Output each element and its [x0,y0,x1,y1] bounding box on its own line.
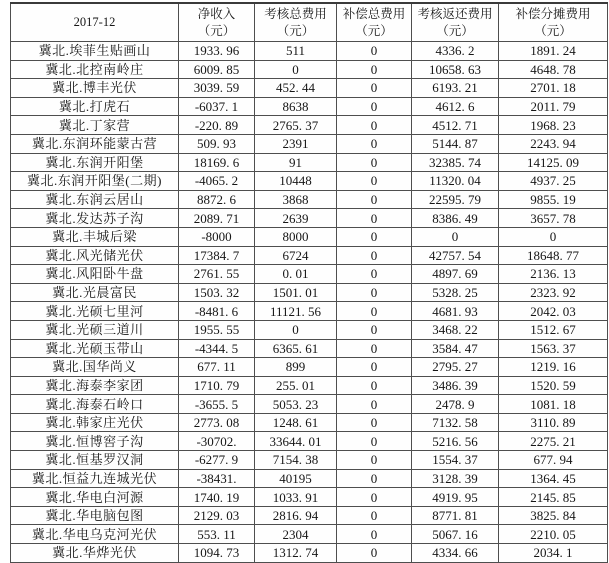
compensation-apportion-cell: 2145. 85 [499,488,608,507]
table-row [11,283,608,302]
compensation-total-cell: 0 [337,544,412,563]
station-name-cell: 冀北.光硕七里河 [11,302,179,321]
assessment-total-cell: 6724 [255,246,337,265]
compensation-apportion-cell: 677. 94 [499,451,608,470]
station-name-cell: 冀北.海泰石岭口 [11,395,179,414]
compensation-total-cell: 0 [337,451,412,470]
net-income-cell: 2773. 08 [179,413,255,432]
table-row [11,302,608,321]
assessment-refund-cell: 3128. 39 [412,469,499,488]
assessment-refund-cell: 4612. 6 [412,97,499,116]
net-income-cell: 553. 11 [179,525,255,544]
table-row [11,97,608,116]
settlement-table [10,2,608,563]
compensation-total-cell: 0 [337,283,412,302]
compensation-apportion-cell: 2136. 13 [499,265,608,284]
station-name-cell: 冀北.韩家庄光伏 [11,413,179,432]
table-row [11,413,608,432]
assessment-total-cell: 3868 [255,190,337,209]
column-label: 考核返还费用 [417,7,493,22]
net-income-cell: 1503. 32 [179,283,255,302]
net-income-cell: -30702. [179,432,255,451]
assessment-total-cell: 10448 [255,172,337,191]
assessment-refund-cell: 4336. 2 [412,42,499,61]
report-page [10,2,607,563]
column-header-assessment-total [255,3,337,42]
assessment-refund-cell: 8386. 49 [412,209,499,228]
table-row [11,227,608,246]
assessment-total-cell: 2304 [255,525,337,544]
net-income-cell: 8872. 6 [179,190,255,209]
net-income-cell: -8000 [179,227,255,246]
table-row [11,488,608,507]
assessment-refund-cell: 10658. 63 [412,60,499,79]
net-income-cell: -6277. 9 [179,451,255,470]
compensation-total-cell: 0 [337,60,412,79]
assessment-refund-cell: 3486. 39 [412,376,499,395]
compensation-total-cell: 0 [337,339,412,358]
column-label: 考核总费用 [264,7,327,22]
assessment-total-cell: 2391 [255,134,337,153]
net-income-cell: -4344. 5 [179,339,255,358]
assessment-refund-cell: 3468. 22 [412,320,499,339]
station-name-cell: 冀北.光硕玉带山 [11,339,179,358]
assessment-total-cell: 899 [255,358,337,377]
table-row [11,265,608,284]
table-row [11,153,608,172]
compensation-apportion-cell: 4648. 78 [499,60,608,79]
assessment-total-cell: 91 [255,153,337,172]
compensation-apportion-cell: 2042. 03 [499,302,608,321]
net-income-cell: -6037. 1 [179,97,255,116]
table-row [11,358,608,377]
column-header-compensation-apportion [499,3,608,42]
table-row [11,544,608,563]
compensation-total-cell: 0 [337,172,412,191]
column-unit: （元） [197,23,236,38]
table-row [11,172,608,191]
compensation-total-cell: 0 [337,413,412,432]
table-row [11,395,608,414]
compensation-total-cell: 0 [337,320,412,339]
assessment-total-cell: 7154. 38 [255,451,337,470]
net-income-cell: 1955. 55 [179,320,255,339]
station-name-cell: 冀北.光硕三道川 [11,320,179,339]
net-income-cell: -4065. 2 [179,172,255,191]
compensation-total-cell: 0 [337,227,412,246]
compensation-apportion-cell: 1968. 23 [499,116,608,135]
compensation-apportion-cell: 2011. 79 [499,97,608,116]
station-name-cell: 冀北.恒益九连城光伏 [11,469,179,488]
assessment-total-cell: 255. 01 [255,376,337,395]
compensation-total-cell: 0 [337,376,412,395]
assessment-total-cell: 5053. 23 [255,395,337,414]
table-row [11,42,608,61]
net-income-cell: 2129. 03 [179,506,255,525]
column-label: 补偿总费用 [342,7,406,22]
table-row [11,469,608,488]
assessment-total-cell: 0 [255,60,337,79]
column-label: 净收入 [197,7,236,22]
station-name-cell: 冀北.华电脑包图 [11,506,179,525]
assessment-refund-cell: 22595. 79 [412,190,499,209]
station-name-cell: 冀北.打虎石 [11,97,179,116]
assessment-refund-cell: 4334. 66 [412,544,499,563]
compensation-total-cell: 0 [337,97,412,116]
compensation-apportion-cell: 9855. 19 [499,190,608,209]
compensation-apportion-cell: 1891. 24 [499,42,608,61]
compensation-apportion-cell: 2210. 05 [499,525,608,544]
compensation-total-cell: 0 [337,134,412,153]
assessment-total-cell: 40195 [255,469,337,488]
station-name-cell: 冀北.恒博窖子沟 [11,432,179,451]
net-income-cell: 1094. 73 [179,544,255,563]
column-unit: （元） [355,23,393,38]
assessment-total-cell: 1501. 01 [255,283,337,302]
assessment-refund-cell: 6193. 21 [412,79,499,98]
net-income-cell: -220. 89 [179,116,255,135]
column-unit: （元） [276,23,315,38]
assessment-refund-cell: 5144. 87 [412,134,499,153]
compensation-total-cell: 0 [337,79,412,98]
assessment-refund-cell: 8771. 81 [412,506,499,525]
assessment-total-cell: 511 [255,42,337,61]
assessment-refund-cell: 4919. 95 [412,488,499,507]
header-row [11,3,608,42]
column-header-assessment-refund [412,3,499,42]
compensation-apportion-cell: 1520. 59 [499,376,608,395]
compensation-total-cell: 0 [337,209,412,228]
assessment-refund-cell: 1554. 37 [412,451,499,470]
compensation-total-cell: 0 [337,302,412,321]
net-income-cell: 1710. 79 [179,376,255,395]
net-income-cell: 1933. 96 [179,42,255,61]
station-name-cell: 冀北.华电白河源 [11,488,179,507]
station-name-cell: 冀北.风阳卧牛盘 [11,265,179,284]
table-row [11,190,608,209]
table-row [11,60,608,79]
assessment-refund-cell: 42757. 54 [412,246,499,265]
net-income-cell: 1740. 19 [179,488,255,507]
compensation-apportion-cell: 2275. 21 [499,432,608,451]
table-row [11,339,608,358]
station-name-cell: 冀北.华电乌克河光伏 [11,525,179,544]
compensation-total-cell: 0 [337,42,412,61]
station-name-cell: 冀北.恒基罗汉洞 [11,451,179,470]
assessment-total-cell: 1033. 91 [255,488,337,507]
table-row [11,246,608,265]
net-income-cell: 18169. 6 [179,153,255,172]
assessment-total-cell: 1312. 74 [255,544,337,563]
assessment-refund-cell: 5328. 25 [412,283,499,302]
assessment-total-cell: 8638 [255,97,337,116]
compensation-apportion-cell: 1081. 18 [499,395,608,414]
compensation-total-cell: 0 [337,506,412,525]
table-row [11,79,608,98]
assessment-total-cell: 0 [255,320,337,339]
compensation-total-cell: 0 [337,358,412,377]
net-income-cell: -3655. 5 [179,395,255,414]
compensation-apportion-cell: 18648. 77 [499,246,608,265]
table-row [11,209,608,228]
station-name-cell: 冀北.东润环能蒙古营 [11,134,179,153]
assessment-refund-cell: 5216. 56 [412,432,499,451]
net-income-cell: -38431. [179,469,255,488]
column-label: 补偿分摊费用 [515,7,591,22]
net-income-cell: 17384. 7 [179,246,255,265]
station-name-cell: 冀北.博丰光伏 [11,79,179,98]
compensation-total-cell: 0 [337,265,412,284]
station-name-cell: 冀北.东润开阳堡 [11,153,179,172]
station-name-cell: 冀北.海泰李家团 [11,376,179,395]
compensation-apportion-cell: 1563. 37 [499,339,608,358]
assessment-refund-cell: 2478. 9 [412,395,499,414]
assessment-total-cell: 6365. 61 [255,339,337,358]
compensation-total-cell: 0 [337,469,412,488]
compensation-total-cell: 0 [337,525,412,544]
compensation-apportion-cell: 2243. 94 [499,134,608,153]
compensation-total-cell: 0 [337,246,412,265]
station-name-cell: 冀北.发达苏子沟 [11,209,179,228]
compensation-apportion-cell: 1364. 45 [499,469,608,488]
net-income-cell: 3039. 59 [179,79,255,98]
compensation-apportion-cell: 1219. 16 [499,358,608,377]
assessment-refund-cell: 0 [412,227,499,246]
station-name-cell: 冀北.国华尚义 [11,358,179,377]
net-income-cell: 677. 11 [179,358,255,377]
compensation-apportion-cell: 14125. 09 [499,153,608,172]
assessment-total-cell: 1248. 61 [255,413,337,432]
assessment-total-cell: 2639 [255,209,337,228]
compensation-total-cell: 0 [337,432,412,451]
assessment-refund-cell: 5067. 16 [412,525,499,544]
station-name-cell: 冀北.丁家营 [11,116,179,135]
station-name-cell: 冀北.丰城后梁 [11,227,179,246]
compensation-total-cell: 0 [337,116,412,135]
station-name-cell: 冀北.华烨光伏 [11,544,179,563]
net-income-cell: 2761. 55 [179,265,255,284]
compensation-apportion-cell: 4937. 25 [499,172,608,191]
station-name-cell: 冀北.埃菲生贴画山 [11,42,179,61]
compensation-apportion-cell: 2034. 1 [499,544,608,563]
assessment-total-cell: 452. 44 [255,79,337,98]
assessment-total-cell: 2765. 37 [255,116,337,135]
station-name-cell: 冀北.风光储光伏 [11,246,179,265]
net-income-cell: -8481. 6 [179,302,255,321]
station-name-cell: 冀北.北控南岭庄 [11,60,179,79]
assessment-refund-cell: 4681. 93 [412,302,499,321]
table-row [11,506,608,525]
compensation-total-cell: 0 [337,488,412,507]
assessment-total-cell: 0. 01 [255,265,337,284]
assessment-refund-cell: 7132. 58 [412,413,499,432]
column-unit: （元） [436,23,474,38]
compensation-apportion-cell: 3110. 89 [499,413,608,432]
column-header-compensation-total [337,3,412,42]
assessment-total-cell: 33644. 01 [255,432,337,451]
compensation-apportion-cell: 2323. 92 [499,283,608,302]
period-label: 2017-12 [73,15,116,30]
table-row [11,116,608,135]
assessment-refund-cell: 32385. 74 [412,153,499,172]
assessment-total-cell: 2816. 94 [255,506,337,525]
assessment-refund-cell: 2795. 27 [412,358,499,377]
table-row [11,451,608,470]
station-name-cell: 冀北.东润云居山 [11,190,179,209]
table-row [11,376,608,395]
assessment-total-cell: 8000 [255,227,337,246]
table-row [11,320,608,339]
assessment-total-cell: 11121. 56 [255,302,337,321]
station-name-cell: 冀北.光晨富民 [11,283,179,302]
column-unit: （元） [534,23,572,38]
assessment-refund-cell: 3584. 47 [412,339,499,358]
net-income-cell: 509. 93 [179,134,255,153]
compensation-apportion-cell: 2701. 18 [499,79,608,98]
compensation-apportion-cell: 3825. 84 [499,506,608,525]
assessment-refund-cell: 11320. 04 [412,172,499,191]
compensation-apportion-cell: 3657. 78 [499,209,608,228]
table-row [11,134,608,153]
station-name-cell: 冀北.东润开阳堡(二期) [11,172,179,191]
net-income-cell: 2089. 71 [179,209,255,228]
assessment-refund-cell: 4897. 69 [412,265,499,284]
table-row [11,432,608,451]
column-header-net-income [179,3,255,42]
assessment-refund-cell: 4512. 71 [412,116,499,135]
column-header-period [11,3,179,42]
compensation-total-cell: 0 [337,153,412,172]
compensation-apportion-cell: 1512. 67 [499,320,608,339]
table-row [11,525,608,544]
compensation-total-cell: 0 [337,190,412,209]
compensation-total-cell: 0 [337,395,412,414]
net-income-cell: 6009. 85 [179,60,255,79]
compensation-apportion-cell: 0 [499,227,608,246]
